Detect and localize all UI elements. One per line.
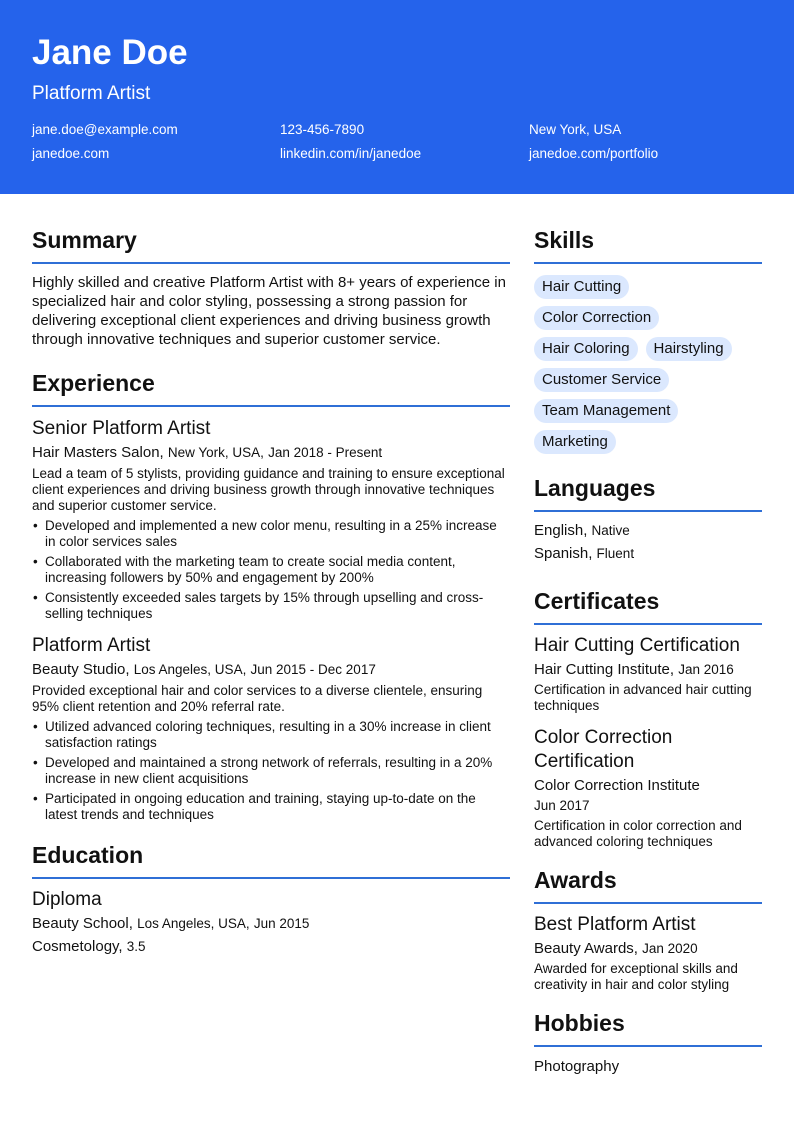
list-item: • Participated in ongoing education and training, staying up-to-date on the latest trends and techniques <box>32 791 510 823</box>
section-divider <box>32 262 510 264</box>
education-date: Jun 2015 <box>253 916 310 931</box>
skill-chip: Team Management <box>534 399 678 423</box>
certificate-issuer: Hair Cutting Institute, <box>534 661 675 678</box>
job-location: New York, USA, <box>167 445 264 460</box>
section-title: Experience <box>32 370 155 396</box>
section-title: Hobbies <box>534 1010 625 1036</box>
skill-chip: Customer Service <box>534 368 669 392</box>
resume-header <box>0 0 794 194</box>
job-title: Platform Artist <box>32 635 151 656</box>
contact-location: New York, USA <box>529 122 622 137</box>
job-entry <box>32 417 510 622</box>
skills-list <box>534 275 762 461</box>
contact-portfolio[interactable]: janedoe.com/portfolio <box>529 146 659 161</box>
job-company: Beauty Studio, <box>32 661 130 678</box>
list-item: • Developed and maintained a strong network of referrals, resulting in a 20% increase in new client acquisitions <box>32 755 510 787</box>
contact-website[interactable]: janedoe.com <box>32 146 110 161</box>
certificate-item <box>534 634 762 714</box>
summary-text: Highly skilled and creative Platform Artist with 8+ years of experience in specialized hair and color styling, possessing a strong passion for delivering exceptional client experiences and driving business growth through innovative techniques and superior customer service. <box>32 274 506 348</box>
contact-linkedin[interactable]: linkedin.com/in/janedoe <box>280 146 422 161</box>
certificate-description: Certification in advanced hair cutting techniques <box>534 682 752 713</box>
job-description: Provided exceptional hair and color services to a diverse clientele, ensuring 95% client retention and 20% referral rate. <box>32 683 483 714</box>
list-item: • Collaborated with the marketing team to create social media content, increasing followers by 50% and engagement by 200% <box>32 554 510 586</box>
language-name: Spanish, <box>534 545 593 562</box>
job-entry <box>32 634 510 823</box>
job-description: Lead a team of 5 stylists, providing guidance and training to ensure exceptional client experiences and driving business growth through innovative techniques and superior customer service. <box>32 466 505 513</box>
certificate-date: Jan 2016 <box>678 662 734 677</box>
section-title: Education <box>32 842 144 868</box>
certificate-issuer: Color Correction Institute <box>534 777 700 794</box>
hobbies-section <box>534 1009 762 1078</box>
main-column <box>32 226 510 957</box>
contact-phone[interactable]: 123-456-7890 <box>280 122 365 137</box>
list-item: • Consistently exceeded sales targets by 15% through upselling and cross-selling techniques <box>32 590 510 622</box>
job-dates: Jan 2018 - Present <box>268 445 383 460</box>
section-title: Awards <box>534 867 617 893</box>
sidebar-column <box>534 226 762 1078</box>
languages-section <box>534 474 762 565</box>
certificate-description: Certification in color correction and advanced coloring techniques <box>534 818 742 849</box>
education-meta <box>32 914 510 934</box>
section-divider <box>534 262 762 264</box>
section-divider <box>534 510 762 512</box>
awards-section <box>534 866 762 993</box>
award-issuer: Beauty Awards, <box>534 940 638 957</box>
skills-section <box>534 226 762 461</box>
skill-chip: Hair Cutting <box>534 275 629 299</box>
section-divider <box>534 1045 762 1047</box>
education-field: Cosmetology, <box>32 938 123 955</box>
candidate-name: Jane Doe <box>32 33 188 72</box>
award-date: Jan 2020 <box>642 941 698 956</box>
job-title: Senior Platform Artist <box>32 418 211 439</box>
job-dates: Jun 2015 - Dec 2017 <box>250 662 376 677</box>
list-item: • Developed and implemented a new color menu, resulting in a 25% increase in color services sales <box>32 518 510 550</box>
skill-chip: Marketing <box>534 430 616 454</box>
hobby-item: Photography <box>534 1058 620 1075</box>
education-field-row <box>32 937 510 957</box>
education-section <box>32 841 510 957</box>
award-title: Best Platform Artist <box>534 914 696 935</box>
award-item <box>534 913 762 993</box>
language-name: English, <box>534 522 588 539</box>
section-divider <box>32 877 510 879</box>
job-company: Hair Masters Salon, <box>32 444 164 461</box>
certificate-title: Hair Cutting Certification <box>534 635 740 656</box>
section-divider <box>32 405 510 407</box>
skill-chip: Hair Coloring <box>534 337 638 361</box>
education-school: Beauty School, <box>32 915 133 932</box>
job-meta <box>32 443 510 463</box>
list-item: • Utilized advanced coloring techniques, resulting in a 30% increase in client satisfaction ratings <box>32 719 510 751</box>
skill-chip: Color Correction <box>534 306 659 330</box>
education-location: Los Angeles, USA, <box>137 916 250 931</box>
skill-chip: Hairstyling <box>646 337 732 361</box>
section-title: Certificates <box>534 588 660 614</box>
job-meta <box>32 660 510 680</box>
certificate-meta <box>534 660 762 680</box>
education-degree: Diploma <box>32 889 102 910</box>
section-divider <box>534 623 762 625</box>
candidate-title: Platform Artist <box>32 83 151 104</box>
certificate-title: Color Correction Certification <box>534 727 673 772</box>
summary-section <box>32 226 510 349</box>
award-description: Awarded for exceptional skills and creativity in hair and color styling <box>534 961 738 992</box>
contact-email[interactable]: jane.doe@example.com <box>32 122 178 137</box>
experience-section <box>32 369 510 823</box>
certificate-date: Jun 2017 <box>534 798 590 813</box>
languages-list <box>534 519 762 565</box>
section-divider <box>534 902 762 904</box>
section-title: Skills <box>534 227 595 253</box>
language-item <box>534 519 762 542</box>
section-title: Summary <box>32 227 137 253</box>
language-item <box>534 542 762 565</box>
award-meta <box>534 939 762 959</box>
language-level: Native <box>591 523 630 538</box>
education-gpa: 3.5 <box>126 939 146 954</box>
language-level: Fluent <box>596 546 635 561</box>
job-achievements <box>32 719 510 823</box>
certificates-section <box>534 587 762 850</box>
job-achievements <box>32 518 510 622</box>
section-title: Languages <box>534 475 656 501</box>
job-location: Los Angeles, USA, <box>133 662 247 677</box>
certificate-item <box>534 726 762 850</box>
